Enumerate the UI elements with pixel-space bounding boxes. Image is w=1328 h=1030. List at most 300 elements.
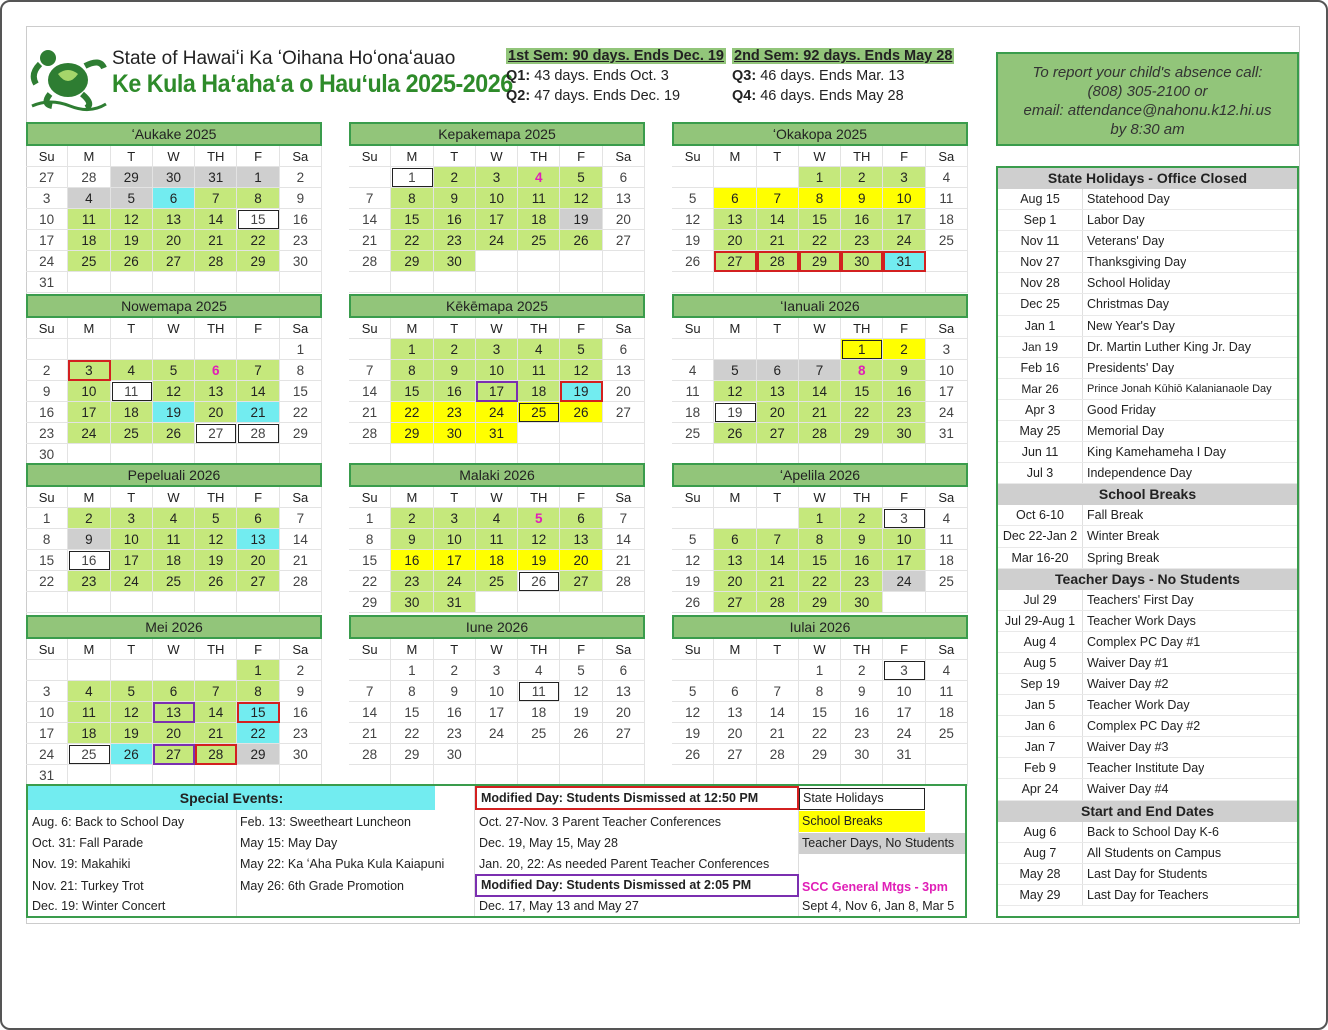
calendar-day <box>757 660 799 681</box>
month-title: Pepeluali 2026 <box>26 463 322 487</box>
sidebar-date-row <box>998 294 1297 315</box>
calendar-day: 29 <box>237 744 279 765</box>
calendar-day: 23 <box>68 571 110 592</box>
calendar-day: 20 <box>714 723 756 744</box>
day-header: T <box>757 487 799 508</box>
day-header: Su <box>672 639 714 660</box>
calendar-day <box>518 592 560 613</box>
calendar-day: 23 <box>841 571 883 592</box>
calendar-day: 17 <box>476 381 518 402</box>
day-header: F <box>560 639 602 660</box>
calendar-day: 27 <box>153 251 195 272</box>
sidebar-description: Labor Day <box>1087 213 1145 228</box>
calendar-day: 18 <box>68 723 110 744</box>
calendar-day: 8 <box>841 360 883 381</box>
calendar-day: 16 <box>841 550 883 571</box>
sidebar-key-dates <box>996 166 1299 918</box>
calendar-day: 12 <box>714 381 756 402</box>
calendar-day: 13 <box>714 209 756 230</box>
calendar-day: 8 <box>237 681 279 702</box>
calendar-day: 13 <box>560 529 602 550</box>
q1-label: Q1: <box>506 68 531 84</box>
day-header: W <box>153 487 195 508</box>
calendar-day: 31 <box>883 744 925 765</box>
calendar-day: 22 <box>237 230 279 251</box>
calendar-day: 24 <box>26 251 68 272</box>
calendar-day: 30 <box>883 423 925 444</box>
day-header: T <box>434 639 476 660</box>
calendar-day: 22 <box>391 230 433 251</box>
calendar-day: 7 <box>603 508 645 529</box>
calendar-day: 13 <box>603 188 645 209</box>
calendar-day: 18 <box>926 550 968 571</box>
month-title: Kepakemapa 2025 <box>349 122 645 146</box>
sidebar-date-row <box>998 737 1297 758</box>
calendar-day: 6 <box>153 188 195 209</box>
calendar-day: 1 <box>799 508 841 529</box>
sidebar-date: May 25 <box>998 421 1083 441</box>
q4-label: Q4: <box>732 88 757 104</box>
day-header: F <box>883 639 925 660</box>
calendar-day: 30 <box>841 744 883 765</box>
calendar-day <box>349 765 391 786</box>
q2-text: 47 days. Ends Dec. 19 <box>530 88 681 104</box>
calendar-day: 15 <box>799 209 841 230</box>
day-header: F <box>237 146 279 167</box>
calendar-day: 19 <box>153 402 195 423</box>
calendar-day: 18 <box>518 209 560 230</box>
calendar-day: 27 <box>757 423 799 444</box>
calendar-day: 24 <box>476 230 518 251</box>
day-header: F <box>883 318 925 339</box>
calendar-day: 3 <box>111 508 153 529</box>
calendar-day: 17 <box>26 230 68 251</box>
calendar-day: 20 <box>603 702 645 723</box>
calendar-day: 16 <box>68 550 110 571</box>
calendar-day <box>280 592 322 613</box>
calendar-day: 12 <box>672 209 714 230</box>
calendar-day: 3 <box>926 339 968 360</box>
calendar-day: 1 <box>391 660 433 681</box>
calendar-day: 10 <box>926 360 968 381</box>
calendar-day <box>237 339 279 360</box>
calendar-day <box>518 251 560 272</box>
calendar-day: 17 <box>434 550 476 571</box>
sidebar-date-row <box>998 822 1297 843</box>
calendar-day: 13 <box>237 529 279 550</box>
calendar-day: 8 <box>391 360 433 381</box>
event-left-5: Dec. 19: Winter Concert <box>32 899 166 913</box>
calendar-day <box>153 592 195 613</box>
sidebar-date-row <box>998 210 1297 231</box>
calendar-day <box>195 765 237 786</box>
calendar-day: 11 <box>518 360 560 381</box>
calendar-day: 25 <box>68 251 110 272</box>
semester-1-title: 1st Sem: 90 days. Ends Dec. 19 <box>508 48 724 64</box>
calendar-day: 30 <box>280 744 322 765</box>
calendar-day: 15 <box>237 209 279 230</box>
calendar-day: 21 <box>237 402 279 423</box>
calendar-day: 25 <box>672 423 714 444</box>
calendar-day <box>518 423 560 444</box>
month-calendar <box>26 463 322 613</box>
day-header: TH <box>195 146 237 167</box>
day-header: Sa <box>280 318 322 339</box>
calendar-day: 3 <box>476 167 518 188</box>
calendar-day: 30 <box>153 167 195 188</box>
day-header: Su <box>26 639 68 660</box>
calendar-day: 14 <box>237 381 279 402</box>
day-header: M <box>391 146 433 167</box>
calendar-day: 29 <box>799 744 841 765</box>
month-title: Kēkēmapa 2025 <box>349 294 645 318</box>
sidebar-description: Back to School Day K-6 <box>1087 824 1220 839</box>
calendar-day: 22 <box>391 723 433 744</box>
calendar-day: 6 <box>237 508 279 529</box>
sidebar-date: May 28 <box>998 864 1083 884</box>
calendar-day <box>68 444 110 465</box>
calendar-day: 28 <box>280 571 322 592</box>
day-header: W <box>799 487 841 508</box>
sidebar-date-row <box>998 548 1297 569</box>
day-header: M <box>714 639 756 660</box>
calendar-day: 7 <box>195 681 237 702</box>
calendar-day: 1 <box>237 167 279 188</box>
calendar-day <box>603 765 645 786</box>
calendar-day: 23 <box>841 723 883 744</box>
calendar-day: 6 <box>757 360 799 381</box>
calendar-day <box>391 272 433 293</box>
day-header: F <box>560 318 602 339</box>
calendar-day: 21 <box>757 230 799 251</box>
calendar-day: 31 <box>26 765 68 786</box>
calendar-day: 28 <box>799 423 841 444</box>
calendar-day: 3 <box>883 660 925 681</box>
calendar-day <box>111 592 153 613</box>
day-header: M <box>391 318 433 339</box>
calendar-day: 25 <box>111 423 153 444</box>
calendar-day: 10 <box>26 209 68 230</box>
month-title: ʻApelila 2026 <box>672 463 968 487</box>
sidebar-description: Good Friday <box>1087 402 1156 417</box>
calendar-day: 27 <box>714 744 756 765</box>
calendar-day: 4 <box>926 167 968 188</box>
day-header: T <box>111 639 153 660</box>
sidebar-date: Jul 29-Aug 1 <box>998 611 1083 631</box>
month-calendar <box>672 294 968 465</box>
sidebar-date-row <box>998 674 1297 695</box>
calendar-day: 28 <box>195 251 237 272</box>
calendar-day <box>68 339 110 360</box>
sidebar-section-title: School Breaks <box>998 484 1297 505</box>
sidebar-description: Dr. Martin Luther King Jr. Day <box>1087 339 1251 354</box>
calendar-day: 26 <box>153 423 195 444</box>
calendar-day: 6 <box>714 681 756 702</box>
sidebar-description: Presidents' Day <box>1087 360 1175 375</box>
calendar-day: 10 <box>476 188 518 209</box>
day-header: Su <box>26 318 68 339</box>
calendar-day: 9 <box>883 360 925 381</box>
calendar-day: 8 <box>799 188 841 209</box>
calendar-day <box>757 167 799 188</box>
calendar-day <box>926 765 968 786</box>
calendar-day: 4 <box>68 681 110 702</box>
calendar-day <box>672 272 714 293</box>
sidebar-description: Teacher Work Day <box>1087 698 1190 713</box>
calendar-day: 19 <box>714 402 756 423</box>
calendar-day: 22 <box>799 571 841 592</box>
calendar-day: 14 <box>603 529 645 550</box>
calendar-day: 1 <box>841 339 883 360</box>
event-left-3: Nov. 19: Makahiki <box>32 857 131 871</box>
calendar-day: 30 <box>841 251 883 272</box>
calendar-day: 9 <box>26 381 68 402</box>
calendar-day: 26 <box>560 723 602 744</box>
calendar-day <box>714 272 756 293</box>
sidebar-date: May 29 <box>998 885 1083 905</box>
calendar-day: 15 <box>26 550 68 571</box>
calendar-day: 1 <box>26 508 68 529</box>
calendar-day: 5 <box>518 508 560 529</box>
calendar-day <box>672 339 714 360</box>
sidebar-description: Prince Jonah Kūhiō Kalanianaole Day <box>1087 382 1272 395</box>
month-calendar <box>349 294 645 465</box>
calendar-day <box>883 272 925 293</box>
day-header: M <box>714 318 756 339</box>
sidebar-date: Oct 6-10 <box>998 505 1083 525</box>
calendar-day: 9 <box>434 188 476 209</box>
calendar-day <box>26 339 68 360</box>
calendar-day: 19 <box>672 723 714 744</box>
calendar-day: 24 <box>883 723 925 744</box>
calendar-day: 7 <box>757 681 799 702</box>
calendar-day: 20 <box>757 402 799 423</box>
day-header: TH <box>841 146 883 167</box>
calendar-day <box>603 444 645 465</box>
sidebar-date-row <box>998 695 1297 716</box>
calendar-day: 24 <box>883 230 925 251</box>
day-header: T <box>757 318 799 339</box>
calendar-day: 6 <box>603 660 645 681</box>
calendar-day: 12 <box>672 702 714 723</box>
month-calendar <box>672 463 968 613</box>
sidebar-date-row <box>998 526 1297 547</box>
day-header: F <box>883 487 925 508</box>
calendar-day: 6 <box>153 681 195 702</box>
calendar-day: 4 <box>476 508 518 529</box>
sidebar-description: Teachers' First Day <box>1087 592 1194 607</box>
sidebar-description: School Holiday <box>1087 276 1171 291</box>
calendar-day: 17 <box>476 702 518 723</box>
q4-text: 46 days. Ends May 28 <box>756 88 904 104</box>
month-calendar <box>26 122 322 293</box>
sidebar-date-row <box>998 505 1297 526</box>
calendar-day: 1 <box>799 660 841 681</box>
calendar-day <box>26 660 68 681</box>
day-header: TH <box>518 487 560 508</box>
sidebar-date-row <box>998 379 1297 400</box>
calendar-day: 24 <box>26 744 68 765</box>
calendar-day: 14 <box>757 702 799 723</box>
calendar-day: 9 <box>841 529 883 550</box>
calendar-day <box>714 167 756 188</box>
month-calendar <box>26 294 322 465</box>
modified-1250-date-3: Jan. 20, 22: As needed Parent Teacher Conferences <box>479 857 770 871</box>
calendar-day: 9 <box>841 188 883 209</box>
scc-meetings-title: SCC General Mtgs - 3pm <box>802 880 948 894</box>
calendar-day <box>476 251 518 272</box>
sidebar-description: Winter Break <box>1087 529 1160 544</box>
calendar-day <box>434 444 476 465</box>
calendar-day: 1 <box>391 167 433 188</box>
calendar-day: 5 <box>560 167 602 188</box>
day-header: T <box>434 318 476 339</box>
calendar-day <box>349 167 391 188</box>
calendar-day: 12 <box>560 360 602 381</box>
sidebar-description: Fall Break <box>1087 508 1144 523</box>
day-header: Sa <box>603 318 645 339</box>
day-header: F <box>237 487 279 508</box>
calendar-day: 5 <box>195 508 237 529</box>
calendar-day <box>926 272 968 293</box>
calendar-day: 2 <box>26 360 68 381</box>
calendar-day: 11 <box>926 188 968 209</box>
calendar-day <box>926 444 968 465</box>
sidebar-date-row <box>998 590 1297 611</box>
calendar-day: 3 <box>26 188 68 209</box>
calendar-day: 26 <box>111 744 153 765</box>
calendar-day: 21 <box>195 230 237 251</box>
calendar-day: 25 <box>476 571 518 592</box>
day-header: Su <box>349 639 391 660</box>
calendar-day: 5 <box>111 188 153 209</box>
calendar-day: 1 <box>799 167 841 188</box>
calendar-day: 23 <box>391 571 433 592</box>
calendar-day <box>476 444 518 465</box>
modified-day-205-title: Modified Day: Students Dismissed at 2:05 PM <box>475 874 799 897</box>
month-title: ʻOkakopa 2025 <box>672 122 968 146</box>
month-calendar <box>349 463 645 613</box>
sidebar-date-row <box>998 716 1297 737</box>
calendar-day <box>195 272 237 293</box>
calendar-day: 8 <box>799 681 841 702</box>
calendar-day <box>111 339 153 360</box>
day-header: Su <box>349 318 391 339</box>
calendar-day: 26 <box>672 744 714 765</box>
calendar-day: 28 <box>603 571 645 592</box>
calendar-day: 27 <box>560 571 602 592</box>
sidebar-date: Feb 9 <box>998 758 1083 778</box>
calendar-day: 20 <box>714 571 756 592</box>
calendar-day <box>237 444 279 465</box>
sidebar-date: Jun 11 <box>998 442 1083 462</box>
calendar-day: 27 <box>603 402 645 423</box>
calendar-day: 29 <box>237 251 279 272</box>
calendar-day: 29 <box>841 423 883 444</box>
calendar-day: 11 <box>111 381 153 402</box>
day-header: T <box>434 146 476 167</box>
calendar-day: 12 <box>518 529 560 550</box>
calendar-day: 5 <box>672 529 714 550</box>
sidebar-date-row <box>998 463 1297 484</box>
calendar-day: 18 <box>476 550 518 571</box>
sidebar-date: Aug 6 <box>998 822 1083 842</box>
calendar-day: 19 <box>560 702 602 723</box>
calendar-day: 24 <box>926 402 968 423</box>
sidebar-date: Nov 11 <box>998 231 1083 251</box>
calendar-day: 10 <box>26 702 68 723</box>
calendar-day: 2 <box>883 339 925 360</box>
calendar-day: 15 <box>799 702 841 723</box>
report-line-1: To report your child's absence call: <box>1032 64 1263 81</box>
calendar-day: 17 <box>26 723 68 744</box>
calendar-day: 15 <box>841 381 883 402</box>
sidebar-date: Jul 3 <box>998 463 1083 483</box>
calendar-day: 11 <box>153 529 195 550</box>
calendar-day: 18 <box>672 402 714 423</box>
calendar-day: 11 <box>926 681 968 702</box>
calendar-day: 27 <box>237 571 279 592</box>
sidebar-description: Waiver Day #1 <box>1087 655 1169 670</box>
calendar-day <box>195 660 237 681</box>
calendar-day <box>757 272 799 293</box>
day-header: M <box>714 487 756 508</box>
calendar-day <box>560 444 602 465</box>
calendar-day: 27 <box>195 423 237 444</box>
calendar-day: 2 <box>280 660 322 681</box>
sidebar-section-title: Teacher Days - No Students <box>998 569 1297 590</box>
calendar-day: 24 <box>68 423 110 444</box>
calendar-day: 10 <box>111 529 153 550</box>
calendar-day: 7 <box>349 188 391 209</box>
day-header: F <box>237 639 279 660</box>
sidebar-date: Aug 7 <box>998 843 1083 863</box>
day-header: F <box>883 146 925 167</box>
calendar-day: 21 <box>349 402 391 423</box>
calendar-day: 8 <box>391 188 433 209</box>
calendar-day: 31 <box>476 423 518 444</box>
calendar-day: 17 <box>111 550 153 571</box>
calendar-day: 15 <box>280 381 322 402</box>
calendar-day <box>111 660 153 681</box>
calendar-day <box>757 444 799 465</box>
calendar-day: 14 <box>757 550 799 571</box>
calendar-day: 3 <box>883 508 925 529</box>
calendar-day: 16 <box>883 381 925 402</box>
day-header: M <box>391 487 433 508</box>
calendar-day <box>757 508 799 529</box>
calendar-day <box>153 339 195 360</box>
calendar-day: 24 <box>476 402 518 423</box>
calendar-day: 11 <box>518 188 560 209</box>
calendar-day: 2 <box>280 167 322 188</box>
calendar-day <box>714 444 756 465</box>
day-header: Su <box>26 487 68 508</box>
calendar-day: 16 <box>841 702 883 723</box>
calendar-day: 20 <box>603 381 645 402</box>
day-header: Su <box>349 146 391 167</box>
calendar-day: 8 <box>799 529 841 550</box>
calendar-day: 31 <box>883 251 925 272</box>
sidebar-description: Memorial Day <box>1087 424 1165 439</box>
calendar-day: 29 <box>799 592 841 613</box>
event-mid-4: May 26: 6th Grade Promotion <box>240 879 404 893</box>
sidebar-description: Spring Break <box>1087 550 1160 565</box>
calendar-day <box>518 444 560 465</box>
calendar-day: 4 <box>672 360 714 381</box>
calendar-day: 4 <box>518 660 560 681</box>
calendar-day: 17 <box>883 702 925 723</box>
